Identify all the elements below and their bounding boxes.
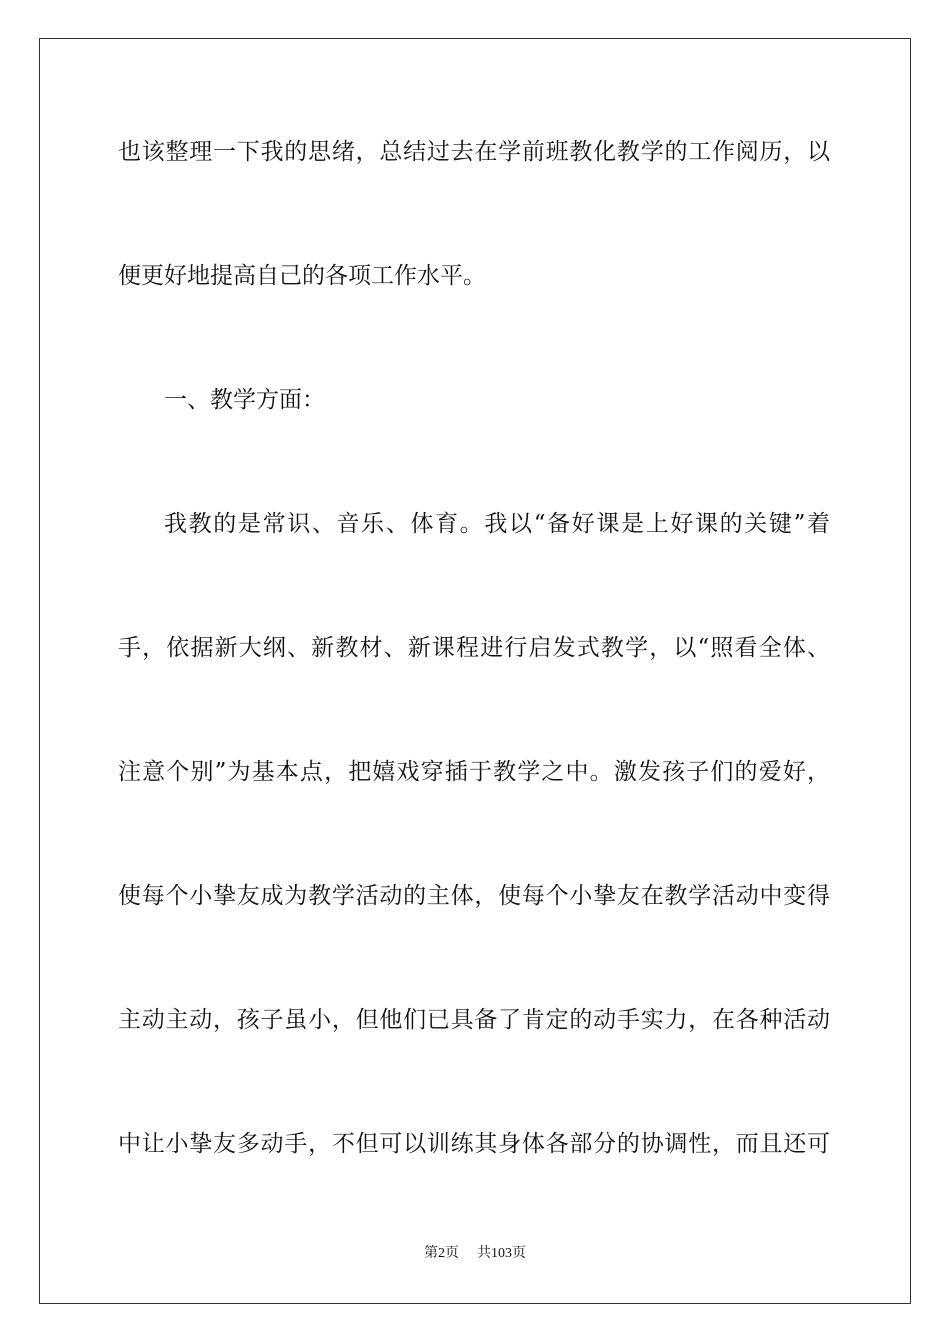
body-line-5: 手，依据新大纲、新教材、新课程进行启发式教学，以“照看全体、 [118, 635, 830, 661]
body-line-1: 也该整理一下我的思绪，总结过去在学前班教化教学的工作阅历，以 [118, 139, 830, 165]
page-total: 共103页 [477, 1246, 526, 1261]
body-line-9: 中让小挚友多动手，不但可以训练其身体各部分的协调性，而且还可 [118, 1131, 830, 1157]
body-line-2: 便更好地提高自己的各项工作水平。 [118, 263, 486, 289]
page-number: 第2页 [424, 1246, 459, 1261]
page-border [39, 38, 911, 1304]
section-heading: 一、教学方面： [164, 387, 325, 413]
body-line-8: 主动主动，孩子虽小，但他们已具备了肯定的动手实力，在各种活动 [118, 1007, 830, 1033]
page-footer [0, 1245, 950, 1263]
body-line-4: 我教的是常识、音乐、体育。我以“备好课是上好课的关键”着 [164, 511, 830, 537]
body-line-6: 注意个别”为基本点，把嬉戏穿插于教学之中。激发孩子们的爱好， [118, 759, 830, 785]
body-line-7: 使每个小挚友成为教学活动的主体，使每个小挚友在教学活动中变得 [118, 883, 830, 909]
